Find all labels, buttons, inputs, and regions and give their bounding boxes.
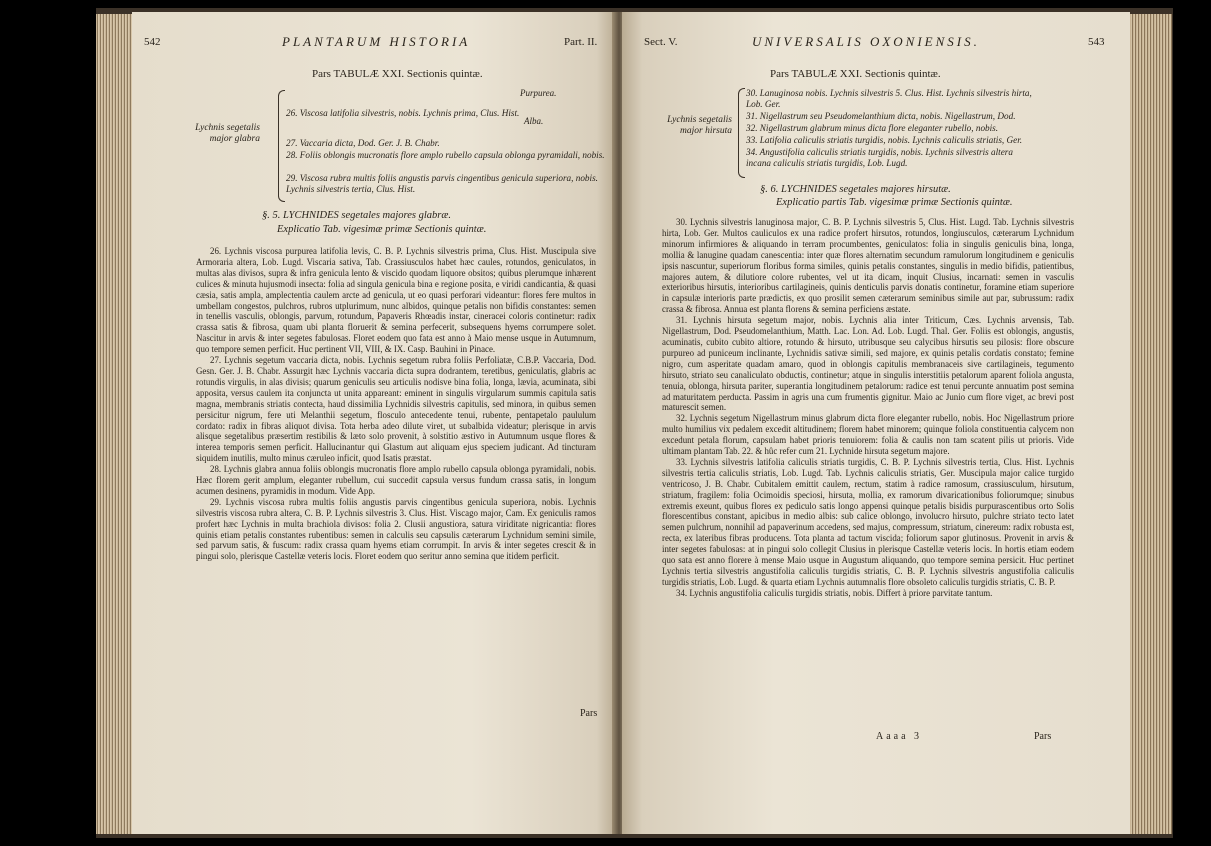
right-entry-34: 34. Angustifolia caliculis striatis turgidis, nobis. Lychnis silvestris altera incana caliculis striatis turgidis, Lob. Lugd. [746, 147, 1013, 168]
right-paragraph: 31. Lychnis hirsuta segetum major, nobis. Lychnis alia inter Triticum, Cæs. Lychnis arvensis, Tab. Nigellastrum, Dod. Pseudomelanthium, Matth. Lac. Lon. Ad. Lob. Lugd. Thal. Ger. Foliis est oblongis, angustis, acuminatis, cubito cubito altiore, rotundo & hirsuto, utribusque seu calycibus hirsutis seu pilosis: flore obscure purpureo ad puniceum inclinante, Lychnidis sativæ simili, sed majore, ex quinis petalis cordatis constato; femine nigro, cum asperitate quadam amaro, quod in oblongis capitulis membranaceis sive cartilagineis, tegumento hirsuto, striato seu canaliculato obductis, continetur; atque in singulis interstitiis petalorum aparent foliola angusta, tenuia, oblonga, hirsuta pariter, superantia longitudinem petalorum: radice est tenui percunte annuatim post semina ad maturitatem perducta. Passim in agris una cum frumentis gignitur. Maio ac Junio cum flore viget, ac brevi post maturescit semen. [662, 315, 1074, 413]
left-page [132, 12, 616, 834]
right-paragraph: 30. Lychnis silvestris lanuginosa major, C. B. P. Lychnis silvestris 5, Clus. Hist. Lugd. Tab. Lychnis silvestris hirta, Lob. Ger. Multos cauliculos ex una radice profert hirsutos, rotundos, longiusculos, cæterarum Lychnidum minorum infirmiores & aliquando in terram procumbentes, geniculatos: folia in singulis geniculis bina, longa, mollia & lanugine quadam canescentia: inter quæ flores alternatim secundum ramulorum longitudinem e geniculis ipsis nascuntur, superiorum floribus forma similes, quinis petalis constantes, singulis in medio bifidis, patientibus, majores autem, & dilutiore colore rubentes, vel ut ita dicam, inquit Clusius, incarnati: semen in vasculis exterioribus hirsutis, interioribus cartilagineis, quinis denticulis parvis donatis continetur, foramine etiam superiore in capsulæ interioris parte prædictis, ex quo prosilit semen cæterarum seminibus simile aut par, subrussum: radix crassa & fibrosa. Annua est planta florens & semina perficiens æstate. [662, 217, 1074, 315]
right-page [622, 12, 1130, 834]
left-page-edges [96, 14, 134, 834]
left-paragraph: 27. Lychnis segetum vaccaria dicta, nobis. Lychnis segetum rubra foliis Perfoliatæ, C.B.P. Vaccaria, Dod. Gesn. Ger. J. B. Chabr. Assurgit hæc Lychnis vaccaria dicta supra dodrantem, teretibus, geniculatis, glabris ac rotundis virgulis, in alas divisis; quarum geniculis seu articulis nodisve bina folia, longa, lævia, acuminata, sibi apposita, versus caulem ita conjuncta ut unita appareant: eminent in singulis virgularum summis capitula satis magna, membranis striatis contecta, haud dissimilia Lychnidis silvestris capitulis, sed minora, in quibus semen persicitur nigrum, fere uti Melanthii segetum, flosculo antecedente tenui, rubente, pentapetalo paululum cordato: radix in fibras aliquot divisa. Tota herba adeo dilute viret, ut subalbida videatur; plerisque in arvis alisque segetalibus præsertim restibilis & læto solo provenit, à solstitio æstivo in Autumnum usque flores & interea temporis semen perficit. Hallucinantur qui Glastum aut aliquam ejus speciem judicant. Ad tincturam siquidem inutilis, multo minus cæruleo inficit, quod Isatis præstat. [196, 355, 596, 464]
right-entry-31: 31. Nigellastrum seu Pseudomelanthium dicta, nobis. Nigellastrum, Dod. [746, 111, 1016, 121]
left-entry-29: 29. Viscosa rubra multis foliis angustis parvis cingentibus genicula superiora, nobis. Lychnis silvestris tertia, Clus. Hist. [286, 173, 598, 194]
left-section-title: §. 5. LYCHNIDES segetales majores glabræ. [262, 210, 451, 221]
left-body [196, 246, 596, 711]
left-page-number: 542 [144, 36, 161, 48]
right-paragraph: 34. Lychnis angustifolia caliculis turgidis striatis, nobis. Differt à priore parvitate tantum. [676, 587, 993, 598]
right-page-number: 543 [1088, 36, 1105, 48]
right-catchword: Pars [1034, 731, 1052, 742]
right-body [662, 217, 1074, 730]
left-catchword: Pars [580, 708, 598, 719]
left-entry-28: 28. Foliis oblongis mucronatis flore amplo rubello capsula oblonga pyramidali, nobis. [286, 150, 605, 160]
left-bracket-label: Lychnis segetalis major glabra [195, 123, 260, 144]
left-entry-27: 27. Vaccaria dicta, Dod. Ger. J. B. Chabr. [286, 138, 440, 148]
left-running-title: PLANTARUM HISTORIA [282, 34, 471, 49]
left-entry-26-purpurea: Purpurea. [520, 88, 557, 98]
right-subhead: Pars TABULÆ XXI. Sectionis quintæ. [770, 68, 941, 80]
left-paragraph: 28. Lychnis glabra annua foliis oblongis mucronatis flore amplo rubello capsula oblonga pyramidali, nobis. Hæc florem gerit amplum, eleganter rubellum, cui succedit capsula versus fundum crassa satis, in longum acumen desinens, pyramidis in modum. Vide App. [196, 464, 596, 496]
right-paragraph: 32. Lychnis segetum Nigellastrum minus glabrum dicta flore eleganter rubello, nobis. Hoc Nigellastrum priore multo humilius vix pedalem excedit altitudinem; florem habet minorem; quinque foliola constituentia calycem non excedunt petala florum, capsulam habet prioris tenuiorem: folia & caulis non tam scatent pilis ut prioris. Vide ultimam plantam Tab. 22. & hûc refer cum 21. Lychnide hirsuta segetum majore. [662, 413, 1074, 457]
right-section-title: §. 6. LYCHNIDES segetales majores hirsutæ. [760, 184, 951, 195]
right-signature: Aaaa 3 [876, 731, 923, 742]
right-section-sub: Explicatio partis Tab. vigesimæ primæ Sectionis quintæ. [776, 197, 1013, 208]
left-entry-26: 26. Viscosa latifolia silvestris, nobis. Lychnis prima, Clus. Hist. [286, 108, 520, 118]
right-brace [738, 88, 745, 178]
left-paragraph: 26. Lychnis viscosa purpurea latifolia levis, C. B. P. Lychnis silvestris prima, Clus. Hist. Muscipula sive Armoraria altera, Lob. Lugd. Viscaria sativa, Tab. Crassiusculos habet hæc caules, rotundos, geniculatos, in multas alas divisos, supra & infra genicula lento & viscido quodam liquore obsitos; quibus plerumque inhærent culices & minuta hujusmodi insecta: folia ad singula genicula bina e regione posita, e viridi candicantia, & quasi cæsia, satis ampla, amplectentia caulem arcte ad genicula, ut eo quasi perforari videantur: flores fere multos in umbellam congestos, pulchros, rubros utplurimum, nunc albidos, quinque petalis non bifidis constantes: semen in tenellis vasculis, oblongis, parvum, rotundum, Papaveris Rhœadis instar, cineracei coloris continetur: radix crassa satis & fibrosa, quam ubi planta floruerit & semina perfecerit, subsequens hyems corrumpere solet. Nascitur in arvis & inter segetes fabulosas. Floret eodem quo fata est anno à Maio mense usque in Autumnum, quo tempore semen perficit. Huc pertinent VII, VIII, & IX. Casp. Bauhini in Pinace. [196, 246, 596, 355]
right-entry-30: 30. Lanuginosa nobis. Lychnis silvestris 5. Clus. Hist. Lychnis silvestris hirta, Lob. Ger. [746, 88, 1032, 109]
right-running-title: UNIVERSALIS OXONIENSIS. [752, 34, 980, 49]
left-part-label: Part. II. [564, 36, 598, 48]
left-paragraph: 29. Lychnis viscosa rubra multis foliis angustis parvis cingentibus genicula superiora, nobis. Lychnis silvestris viscosa rubra altera, C. B. P. Lychnis silvestris 3. Clus. Hist. Viscago major, Cam. Ex geniculis ramos profert hæc Lychnis in multa brachiola divisos: folia 2. Clusii angustiora, satura viriditate nigricantia: flores quinis etiam petalis constantes rubentibus: semen in calculis seu capsulis cæterarum Lychnidum semini simile, sed parvum satis, & fuscum: radix crassa quam hyems etiam corrumpit. In arvis & inter segetes crescit & in pingui solo, plerisque Castellæ veteris locis. Floret eodem quo seritur anno semina que itidem perficit. [196, 496, 596, 562]
left-section-sub: Explicatio Tab. vigesimæ primæ Sectionis quintæ. [277, 224, 487, 235]
left-brace [278, 90, 285, 202]
left-subhead: Pars TABULÆ XXI. Sectionis quintæ. [312, 68, 483, 80]
right-bracket-label: Lychnis segetalis major hirsuta [667, 115, 732, 136]
left-entry-26-alba: Alba. [524, 116, 544, 126]
right-entry-32: 32. Nigellastrum glabrum minus dicta flore eleganter rubello, nobis. [746, 123, 999, 133]
right-entry-33: 33. Latifolia caliculis striatis turgidis, nobis. Lychnis caliculis striatis, Ger. [746, 135, 1023, 145]
right-paragraph: 33. Lychnis silvestris latifolia caliculis striatis turgidis, C. B. P. Lychnis silvestris tertia, Clus. Hist. Lychnis silvestris tertia caliculis striatis, Lob. Lugd. Tab. Lychnis caliculis striatis, Ger. Muscipula major calice turgido ventricoso, J. B. Chabr. Cubitalem emittit caulem, rectum, statim à radice ramosum, crassiusculum, hirsutum, striatum, fragilem: folia Ocimoidis speciosi, hirsuta, mollia, ex ramorum divaricationibus foliorumque; sinubus extremis exeunt, quibus flores ex pediculo satis longo appensi quinque petalis bisidis purpurascentibus orto Solis florescentibus constant, apicibus in medio albis: sub calice oblongo, involucro hirsuto, pulchre striato tecto latet semen pulchrum, nonnihil ad papaverinum accedens, sed majus, compressum, striatum, cinereum: radix robusta est, recta, ex lateribus fibras producens. Tota planta ad tactum viscida; foliorum sapor glutinosus. Provenit in arvis & inter segetes fabulosas: at in pingui solo collegit Clusius in plerisque Castellæ veteris locis. In hortis etiam eodem quo sata est anno florere à mense Maio usque in Augustum aliquando, quo tempore semina persicit. Huc pertinet Lychnis tertia silvestris angustifolia caliculis turgidis striatis, C. B. P. Lychnis silvestris angustifolia caliculis turgidis striatis, Lob. Lugd. & quarta etiam Lychnis autumnalis flore obsoleto caliculis turgidis striatis, C. B. P. [662, 456, 1074, 587]
right-page-edges [1128, 14, 1172, 834]
right-section-mark: Sect. V. [644, 36, 678, 48]
